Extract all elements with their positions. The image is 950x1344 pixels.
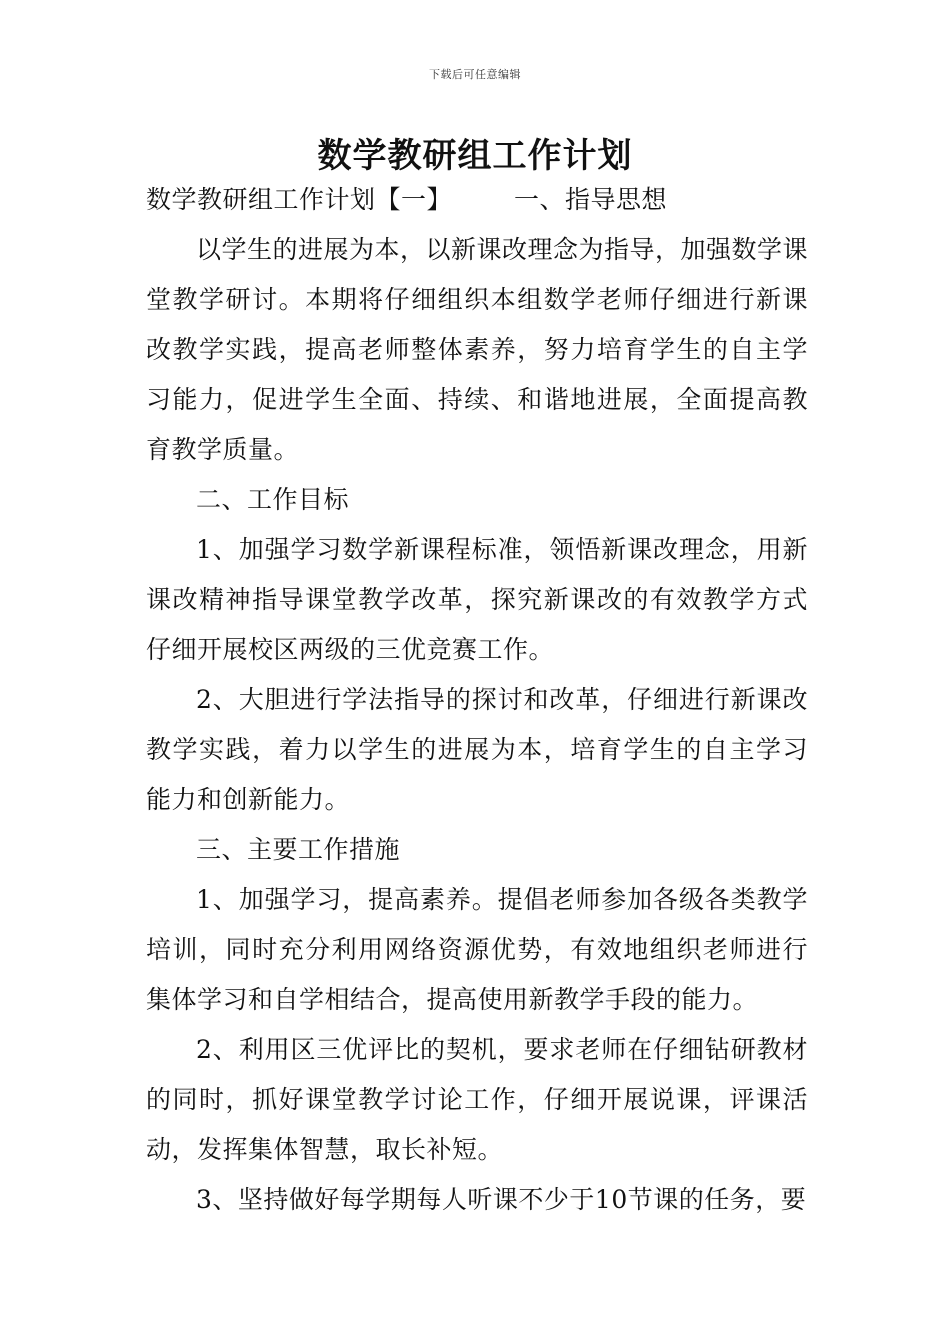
paragraph-goal-2: 2、大胆进行学法指导的探讨和改革，仔细进行新课改教学实践，着力以学生的进展为本，培育学生的自主学习能力和创新能力。 <box>146 685 808 814</box>
subtitle-line <box>146 175 808 225</box>
paragraph-measure-1: 1、加强学习，提高素养。提倡老师参加各级各类教学培训，同时充分利用网络资源优势，有效地组织老师进行集体学习和自学相结合，提高使用新教学手段的能力。 <box>146 885 808 1014</box>
paragraph-goal-1: 1、加强学习数学新课程标准，领悟新课改理念，用新课改精神指导课堂教学改革，探究新课改的有效教学方式仔细开展校区两级的三优竞赛工作。 <box>146 535 808 664</box>
section-heading-work-goals: 二、工作目标 <box>196 485 350 514</box>
document-body <box>146 175 808 1225</box>
header-note: 下载后可任意编辑 <box>429 68 521 81</box>
paragraph-measure-3: 3、坚持做好每学期每人听课不少于10节课的任务，要 <box>196 1185 807 1214</box>
section-heading-guiding-thought: 一、指导思想 <box>514 185 668 214</box>
paragraph-measure-2: 2、利用区三优评比的契机，要求老师在仔细钻研教材的同时，抓好课堂教学讨论工作，仔细开展说课，评课活动，发挥集体智慧，取长补短。 <box>146 1035 808 1164</box>
document-title: 数学教研组工作计划 <box>317 136 633 176</box>
document-subtitle: 数学教研组工作计划【一】 <box>146 185 453 214</box>
paragraph-guiding-thought: 以学生的进展为本，以新课改理念为指导，加强数学课堂教学研讨。本期将仔细组织本组数学老师仔细进行新课改教学实践，提高老师整体素养，努力培育学生的自主学习能力，促进学生全面、持续、和谐地进展，全面提高教育教学质量。 <box>146 235 809 464</box>
section-heading-main-measures: 三、主要工作措施 <box>196 835 401 864</box>
